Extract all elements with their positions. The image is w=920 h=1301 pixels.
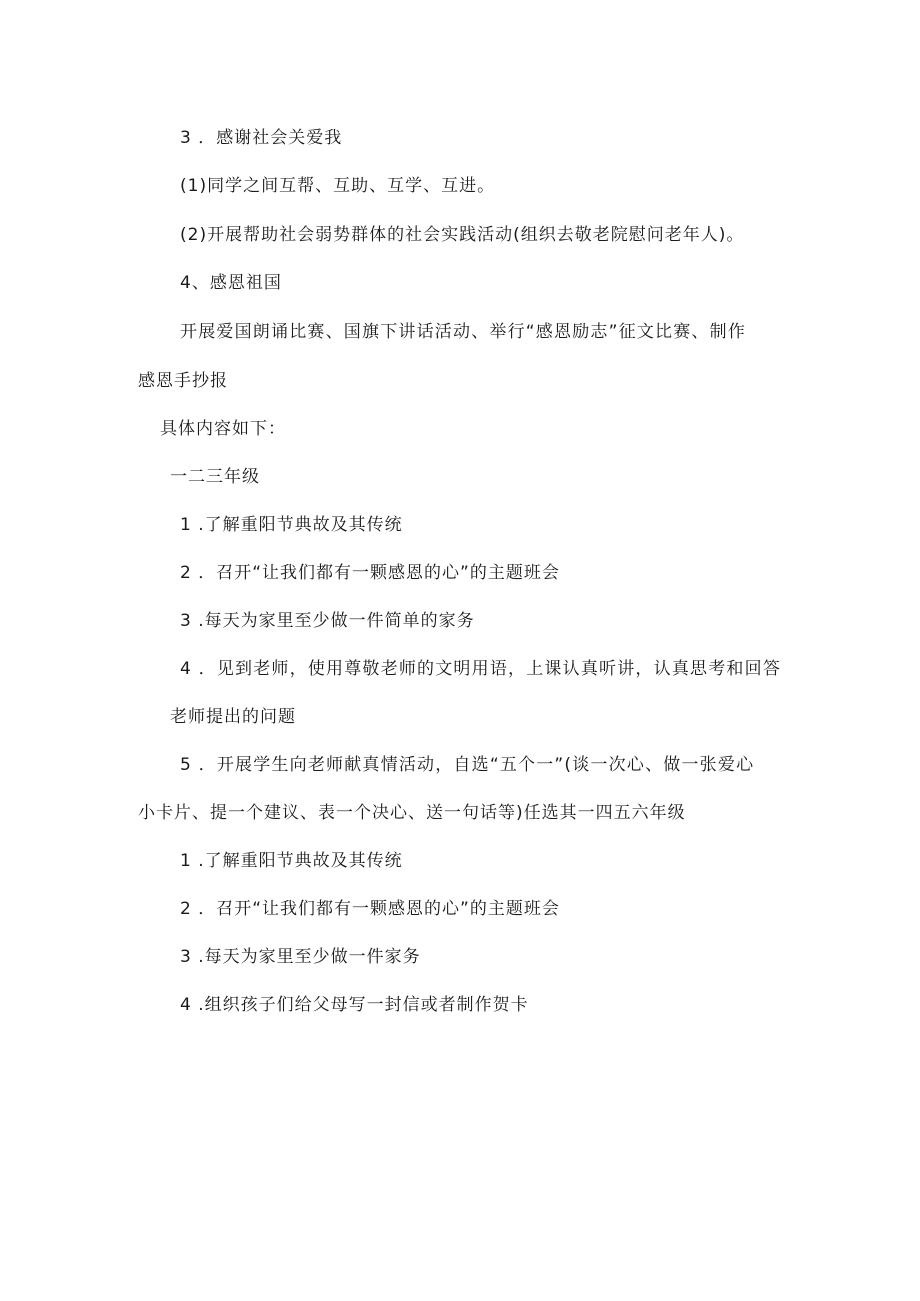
list-item: 1 .了解重阳节典故及其传统 — [180, 515, 403, 535]
section-3-heading: 3 ．感谢社会关爱我 — [180, 128, 343, 148]
paragraph-line: 开展爱国朗诵比赛、国旗下讲话活动、举行“感恩励志”征文比赛、制作 — [180, 322, 747, 342]
list-item-continuation: 小卡片、提一个建议、表一个决心、送一句话等)任选其一四五六年级 — [138, 803, 686, 823]
list-item: 3 .每天为家里至少做一件简单的家务 — [180, 611, 475, 631]
section-4-heading: 4、感恩祖国 — [180, 273, 282, 293]
list-item: 4 ．见到老师，使用尊敬老师的文明用语，上课认真听讲，认真思考和回答 — [180, 659, 782, 679]
list-item-continuation: 老师提出的问题 — [170, 707, 296, 727]
item-text: (2)开展帮助社会弱势群体的社会实践活动(组织去敬老院慰问老年人)。 — [180, 225, 745, 245]
list-item: 2 ．召开“让我们都有一颗感恩的心”的主题班会 — [180, 899, 560, 919]
item-text: (1)同学之间互帮、互助、互学、互进。 — [180, 176, 496, 196]
list-item: 2 ．召开“让我们都有一颗感恩的心”的主题班会 — [180, 563, 560, 583]
list-item: 3 .每天为家里至少做一件家务 — [180, 947, 421, 967]
list-item: 5 ．开展学生向老师献真情活动，自选“五个一”(谈一次心、做一张爱心 — [180, 755, 755, 775]
list-item: 4 .组织孩子们给父母写一封信或者制作贺卡 — [180, 995, 529, 1015]
list-item: 1 .了解重阳节典故及其传统 — [180, 851, 403, 871]
grade-heading: 一二三年级 — [170, 467, 260, 487]
paragraph-line: 感恩手抄报 — [138, 371, 228, 391]
content-intro: 具体内容如下： — [160, 419, 286, 439]
